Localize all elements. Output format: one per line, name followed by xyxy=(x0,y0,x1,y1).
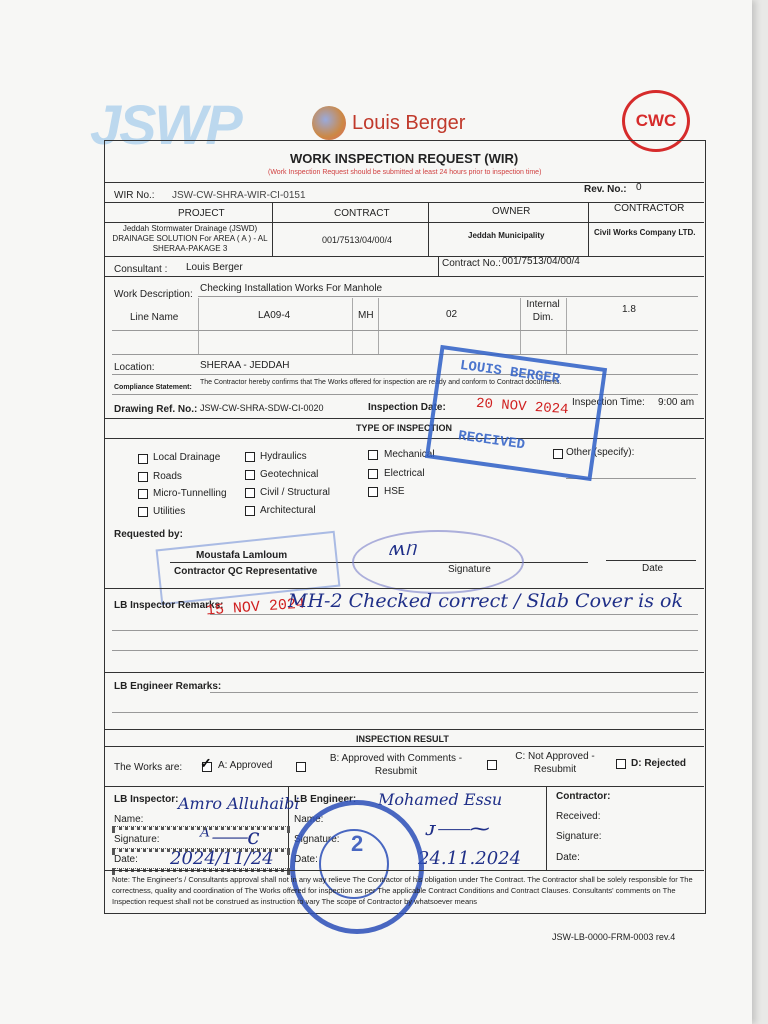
result-d-label: D: Rejected xyxy=(631,758,687,769)
approval-note: Note: The Engineer's / Consultants approval shall not in any way relieve The Contractor of his obligation under The Contract. The Contractor shall be solely responsible for The correctness, quality and coordination of The Works offered for inspection as per The applicable Contract Conditions and Contract Clauses. Consultants' comments on The Inspection request shall not be construed as instruction to vary The scope of Contractor by whatsoever means xyxy=(112,875,693,906)
local-drainage-label: Local Drainage xyxy=(153,452,221,463)
micro-tunnelling-checkbox[interactable] xyxy=(138,489,148,499)
rev-no-label: Rev. No.: xyxy=(584,184,627,195)
wir-no-label: WIR No.: xyxy=(114,190,155,201)
architectural-label: Architectural xyxy=(260,505,316,516)
lb-inspector-signature-label: Signature: xyxy=(114,834,160,845)
hydraulics-checkbox[interactable] xyxy=(245,452,255,462)
electrical-label: Electrical xyxy=(384,468,425,479)
civil-structural-label: Civil / Structural xyxy=(260,487,331,498)
lb-engineer-signature: ᴊ⸺⁓ xyxy=(426,816,490,840)
result-b-label: B: Approved with Comments - Resubmit xyxy=(329,753,463,777)
cwc-logo: CWC xyxy=(622,90,690,152)
result-a-label: A: Approved xyxy=(218,760,273,771)
lb-engineer-name: Mohamed Essu xyxy=(378,790,503,809)
inspection-date-value: 20 NOV 2024 xyxy=(475,395,569,419)
footer-form-code: JSW-LB-0000-FRM-0003 rev.4 xyxy=(552,932,676,942)
approved-check-mark: ✓ xyxy=(200,755,212,771)
consultant-label: Consultant : xyxy=(114,264,168,275)
consultant-value: Louis Berger xyxy=(186,262,243,273)
requester-signature: ʍᥒ xyxy=(388,536,416,560)
inspection-time-label: Inspection Time: xyxy=(572,397,645,408)
lb-engineer-date-label: Date: xyxy=(294,854,318,865)
rev-no-value: 0 xyxy=(636,182,642,193)
compliance-label: Compliance Statement: xyxy=(114,384,192,391)
lb-engineer-label: LB Engineer: xyxy=(294,794,357,805)
inspection-time-value: 9:00 am xyxy=(658,397,695,408)
contractor-date-label: Date: xyxy=(556,852,580,863)
contract-no-label: Contract No.: xyxy=(442,258,501,269)
works-are-label: The Works are: xyxy=(114,762,183,773)
contract-value: 001/7513/04/00/4 xyxy=(322,235,393,245)
contractor-signature-label: Signature: xyxy=(556,831,602,842)
hse-label: HSE xyxy=(384,486,405,497)
lb-inspector-remarks-label: LB Inspector Remarks: xyxy=(114,600,224,611)
contractor-oval-stamp xyxy=(352,530,524,594)
remarks-stamp-date: 15 NOV 2024 xyxy=(205,595,306,620)
geotechnical-checkbox[interactable] xyxy=(245,470,255,480)
hse-checkbox[interactable] xyxy=(368,487,378,497)
not-approved-checkbox[interactable] xyxy=(487,760,497,770)
requested-by-label: Requested by: xyxy=(114,529,183,540)
form-title: WORK INSPECTION REQUEST (WIR) xyxy=(290,151,519,166)
utilities-label: Utilities xyxy=(153,506,186,517)
internal-dim-label: Internal Dim. xyxy=(526,299,560,323)
line-name-value: LA09-4 xyxy=(258,310,291,321)
location-label: Location: xyxy=(114,362,155,373)
result-c-label: C: Not Approved - Resubmit xyxy=(515,751,595,775)
lb-engineer-remarks-label: LB Engineer Remarks: xyxy=(114,681,222,692)
lb-inspector-name: Amro Alluhaibi xyxy=(178,794,300,813)
rejected-checkbox[interactable] xyxy=(616,759,626,769)
local-drainage-checkbox[interactable] xyxy=(138,454,148,464)
type-of-inspection-header: TYPE OF INSPECTION xyxy=(356,423,453,433)
location-value: SHERAA - JEDDAH xyxy=(200,360,290,371)
lb-inspector-remarks-value: MH-2 Checked correct / Slab Cover is ok xyxy=(288,590,683,612)
form-subtitle: (Work Inspection Request should be submitted at least 24 hours prior to inspection time) xyxy=(268,169,542,176)
lb-inspector-date: 2024/11/24 xyxy=(170,848,274,869)
louis-berger-logo xyxy=(312,106,465,140)
project-value: Jeddah Stormwater Drainage (JSWD) DRAINAGE SOLUTION For AREA ( A ) - AL SHERAA-PAKAGE 3 xyxy=(112,224,268,253)
lb-engineer-name-label: Name: xyxy=(294,814,324,825)
compliance-text: The Contractor hereby confirms that The Works offered for inspection are ready and conform to Contract documents. xyxy=(200,379,562,386)
signature-label: Signature xyxy=(448,564,491,575)
contractor-received-label: Received: xyxy=(556,811,601,822)
contract-header: CONTRACT xyxy=(334,208,390,219)
lb-inspector-signature: ᴬ⸺c xyxy=(200,825,260,850)
mechanical-checkbox[interactable] xyxy=(368,450,378,460)
engineer-round-stamp xyxy=(290,800,424,934)
contractor-label: Contractor: xyxy=(556,791,611,802)
lb-inspector-date-label: Date: xyxy=(114,854,138,865)
owner-header: OWNER xyxy=(492,206,531,217)
contractor-value: Civil Works Company LTD. xyxy=(594,228,696,237)
geotechnical-label: Geotechnical xyxy=(260,469,319,480)
mh-value: 02 xyxy=(446,309,458,320)
date-label: Date xyxy=(642,563,664,574)
hydraulics-label: Hydraulics xyxy=(260,451,307,462)
architectural-checkbox[interactable] xyxy=(245,506,255,516)
civil-structural-checkbox[interactable] xyxy=(245,488,255,498)
lb-engineer-signature-label: Signature: xyxy=(294,834,340,845)
roads-checkbox[interactable] xyxy=(138,472,148,482)
line-name-label: Line Name xyxy=(130,312,179,323)
inspection-date-label: Inspection Date: xyxy=(368,402,446,413)
round-stamp-number: 2 xyxy=(351,831,364,856)
jswp-logo: JSWP xyxy=(90,93,241,156)
requester-role: Contractor QC Representative xyxy=(174,566,318,577)
lb-inspector-name-label: Name: xyxy=(114,814,144,825)
louis-berger-emblem-icon xyxy=(312,106,346,140)
internal-dim-value: 1.8 xyxy=(622,304,636,315)
drawing-ref-value: JSW-CW-SHRA-SDW-CI-0020 xyxy=(200,403,324,413)
drawing-ref-label: Drawing Ref. No.: xyxy=(114,404,198,415)
stamp-louis-berger-text: LOUIS BERGER xyxy=(458,357,561,388)
electrical-checkbox[interactable] xyxy=(368,469,378,479)
work-description-value: Checking Installation Works For Manhole xyxy=(200,283,383,294)
approved-with-comments-checkbox[interactable] xyxy=(296,762,306,772)
micro-tunnelling-label: Micro-Tunnelling xyxy=(153,488,227,499)
louis-berger-logo-text: Louis Berger xyxy=(352,111,466,134)
work-description-label: Work Description: xyxy=(114,289,193,300)
mechanical-label: Mechanical xyxy=(384,449,435,460)
contract-no-value: 001/7513/04/00/4 xyxy=(502,256,580,267)
wir-no-value: JSW-CW-SHRA-WIR-CI-0151 xyxy=(172,190,306,201)
utilities-checkbox[interactable] xyxy=(138,507,148,517)
stamp-received-text: RECEIVED xyxy=(457,428,526,454)
requester-name: Moustafa Lamloum xyxy=(196,550,288,561)
owner-value: Jeddah Municipality xyxy=(468,231,545,240)
contractor-header: CONTRACTOR xyxy=(614,203,685,214)
lb-inspector-label: LB Inspector: xyxy=(114,794,179,805)
roads-label: Roads xyxy=(153,471,182,482)
inspection-result-header: INSPECTION RESULT xyxy=(356,734,449,744)
project-header: PROJECT xyxy=(178,208,225,219)
mh-label: MH xyxy=(358,310,374,321)
other-label: Other (specify): xyxy=(566,447,635,458)
lb-engineer-date: 24.11.2024 xyxy=(418,848,522,869)
